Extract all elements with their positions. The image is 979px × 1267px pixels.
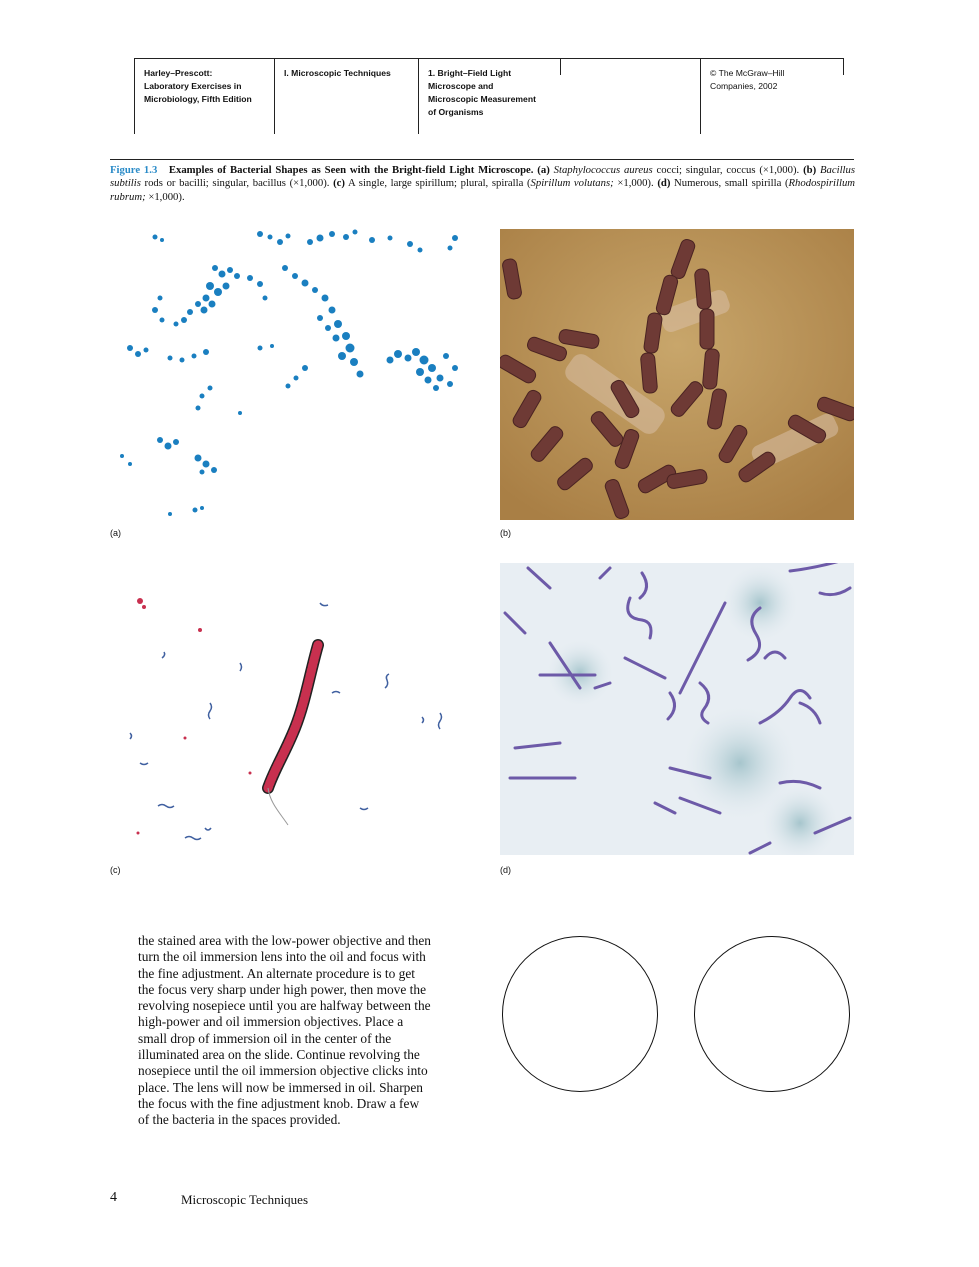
page-number: 4 bbox=[110, 1190, 117, 1205]
header-part-title: I. Microscopic Techniques bbox=[274, 58, 418, 134]
caption-part-a-key: (a) bbox=[537, 164, 550, 176]
running-header bbox=[134, 58, 844, 128]
caption-part-a-organism: Staphylococcus aureus bbox=[553, 164, 653, 176]
caption-part-b-organism: Bacillus subtilis bbox=[110, 164, 856, 190]
running-footer-title: Microscopic Techniques bbox=[181, 1192, 309, 1207]
small-spirilla bbox=[130, 603, 442, 840]
cocci-drawing bbox=[110, 228, 465, 520]
spirilla-drawing bbox=[500, 563, 854, 855]
caption-part-d-key: (d) bbox=[657, 177, 671, 190]
caption-part-d-prefix: Numerous, small spirilla ( bbox=[670, 177, 789, 190]
stray-cells bbox=[137, 598, 252, 835]
header-chapter-title: 1. Bright–Field Light Microscope and Microscopic Measurement of Organisms bbox=[418, 58, 558, 134]
caption-rule bbox=[110, 159, 854, 160]
micrograph-spirilla bbox=[500, 563, 854, 855]
micrograph-cocci bbox=[110, 228, 465, 520]
header-end-rule bbox=[843, 58, 844, 75]
micrograph-bacilli bbox=[500, 229, 854, 520]
caption-part-a-desc: cocci; singular, coccus (×1,000). bbox=[652, 164, 800, 176]
caption-part-c-desc: ×1,000). bbox=[613, 177, 654, 190]
body-paragraph: the stained area with the low-power objective and then turn the oil immersion lens into the oil and focus with the fine adjustment. An alternate procedure is to get the focus very sharp under high power, then move the revolving nosepiece until you are halfway between the high-power and oil immersion objectives. Place a small drop of immersion oil in the center of the illuminated area on the slide. Continue revolving the nosepiece until the oil immersion objective clicks into place. The lens will now be immersed in oil. Sharpen the focus with the fine adjustment knob. Draw a few of the bacteria in the spaces provided. bbox=[138, 933, 431, 1128]
caption-part-d-desc: ×1,000). bbox=[145, 190, 185, 203]
figure-caption bbox=[110, 164, 855, 204]
panel-label-d: (d) bbox=[500, 865, 511, 875]
bacilli-drawing bbox=[500, 229, 854, 520]
caption-part-c-organism: Spirillum volutans; bbox=[530, 177, 614, 190]
spirillum-drawing bbox=[110, 563, 465, 855]
figure-label: Figure 1.3 bbox=[110, 164, 158, 176]
panel-label-b: (b) bbox=[500, 528, 511, 538]
panel-label-c: (c) bbox=[110, 865, 121, 875]
caption-part-b-desc: rods or bacilli; singular, bacillus (×1,000). bbox=[140, 177, 330, 190]
cocci-clusters bbox=[120, 230, 458, 517]
panel-label-a: (a) bbox=[110, 528, 121, 538]
caption-part-c-key: (c) bbox=[333, 177, 345, 190]
micrograph-spirillum bbox=[110, 563, 465, 855]
header-copyright: © The McGraw–Hill Companies, 2002 bbox=[700, 58, 843, 134]
caption-part-b-key: (b) bbox=[803, 164, 817, 176]
caption-part-c-prefix: A single, large spirillum; plural, spiralla ( bbox=[344, 177, 531, 190]
header-divider bbox=[560, 58, 561, 75]
caption-part-d-organism: Rhodospirillum rubrum; bbox=[110, 177, 856, 203]
figure-title: Examples of Bacterial Shapes as Seen with the Bright-field Light Microscope. bbox=[168, 164, 534, 176]
header-book-title: Harley–Prescott: Laboratory Exercises in Microbiology, Fifth Edition bbox=[134, 58, 274, 134]
drawing-space-left[interactable] bbox=[502, 936, 658, 1092]
drawing-space-right[interactable] bbox=[694, 936, 850, 1092]
